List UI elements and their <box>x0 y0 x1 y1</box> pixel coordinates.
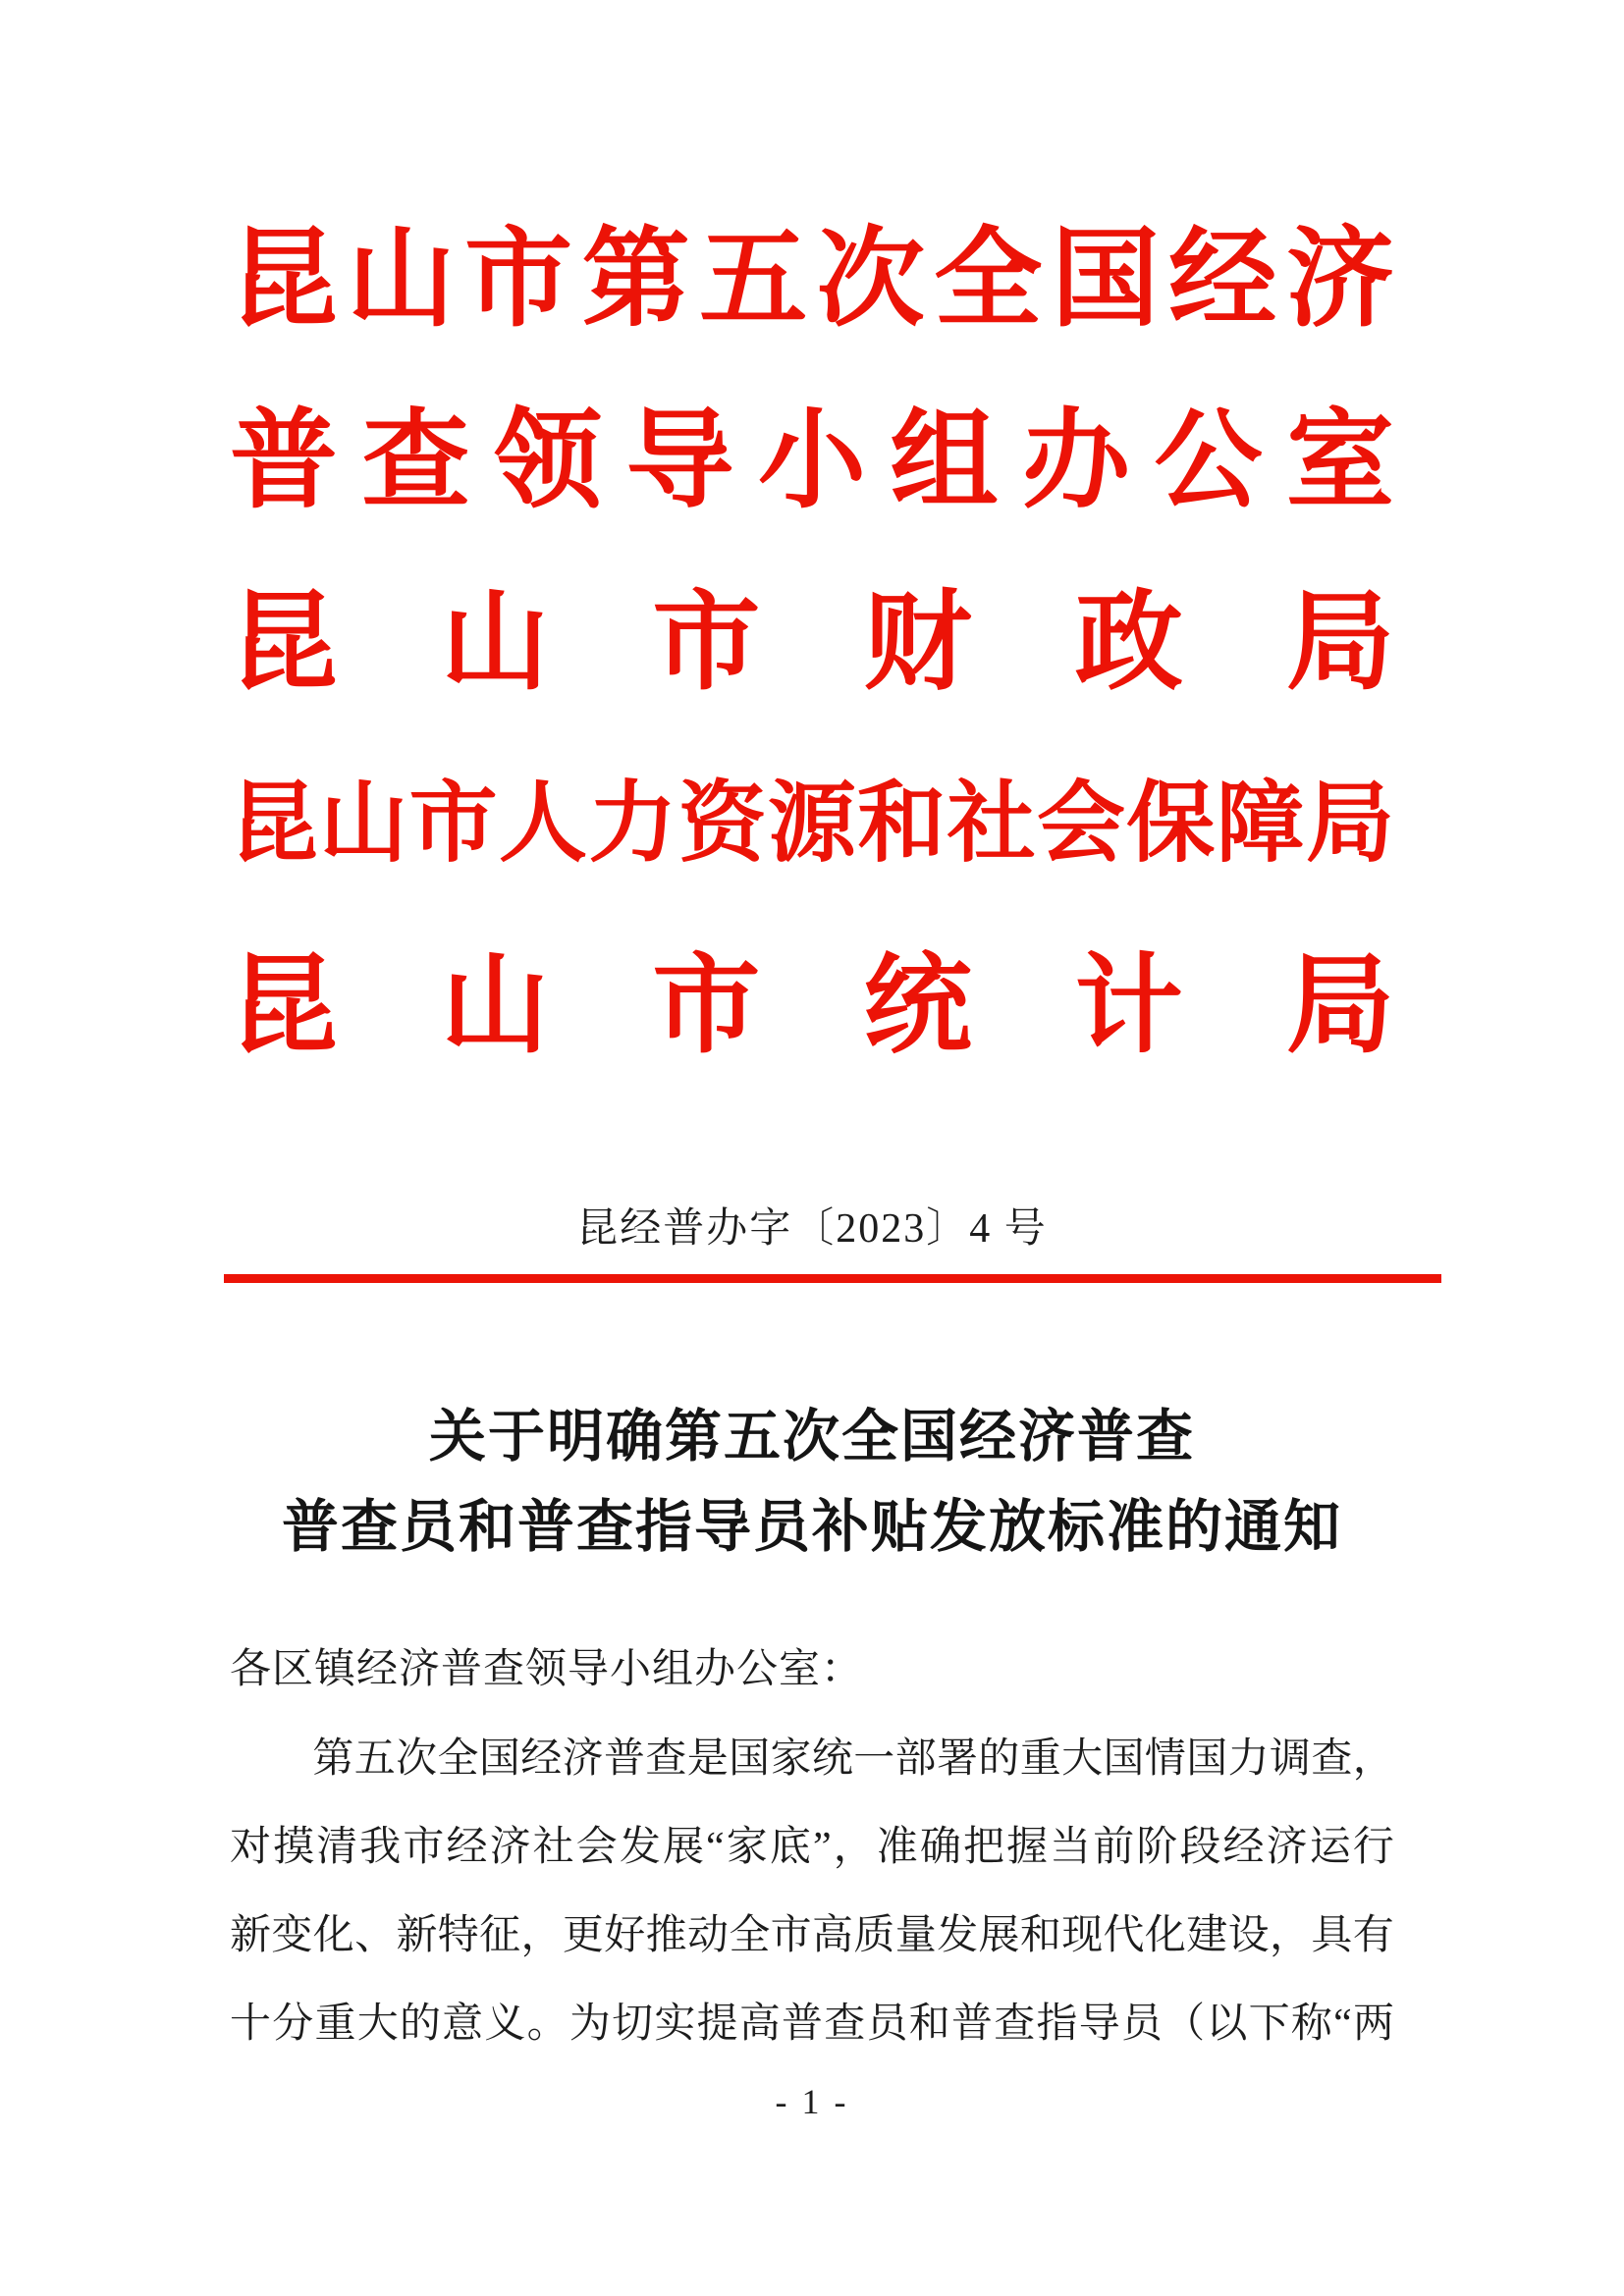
agency-line-4: 昆 山 市 人 力 资 源 和 社 会 保 障 局 <box>230 775 1394 873</box>
agency-line-5: 昆 山 市 统 计 局 <box>230 946 1394 1066</box>
paragraph-line-3: 新 变 化 、 新 特 征 ， 更 好 推 动 全 市 高 质 量 发 展 和 现 代 化 建 设 ， 具 有 <box>230 1913 1394 1958</box>
agency-line-3: 昆 山 市 财 政 局 <box>230 583 1394 703</box>
agency-line-2: 普 查 领 导 小 组 办 公 室 <box>230 401 1394 521</box>
body-text <box>230 1645 1394 2089</box>
page-number: - 1 - <box>775 2082 849 2121</box>
agency-letterhead <box>230 221 1394 1129</box>
salutation-line: 各区镇经济普查领导小组办公室： <box>230 1647 864 1692</box>
paragraph-line-2: 对 摸 清 我 市 经 济 社 会 发 展 “ 家 底 ” ， 准 确 把 握 当 前 阶 段 经 济 运 行 <box>230 1825 1394 1870</box>
document-number: 昆经普办字〔2023〕4 号 <box>576 1206 1048 1252</box>
notice-title-line-1: 关于明确第五次全国经济普查 <box>428 1405 1195 1468</box>
red-divider-line <box>224 1274 1441 1283</box>
paragraph-line-4: 十 分 重 大 的 意 义 。 为 切 实 提 高 普 查 员 和 普 查 指 导 员 （ 以 下 称 “ 两 <box>230 2002 1394 2047</box>
agency-line-1: 昆 山 市 第 五 次 全 国 经 济 <box>230 220 1394 340</box>
paragraph-line-1: 第 五 次 全 国 经 济 普 查 是 国 家 统 一 部 署 的 重 大 国 情 国 力 调 查 ， <box>312 1736 1394 1782</box>
notice-title <box>0 1392 1624 1573</box>
notice-title-line-2: 普查员和普查指导员补贴发放标准的通知 <box>281 1495 1342 1559</box>
